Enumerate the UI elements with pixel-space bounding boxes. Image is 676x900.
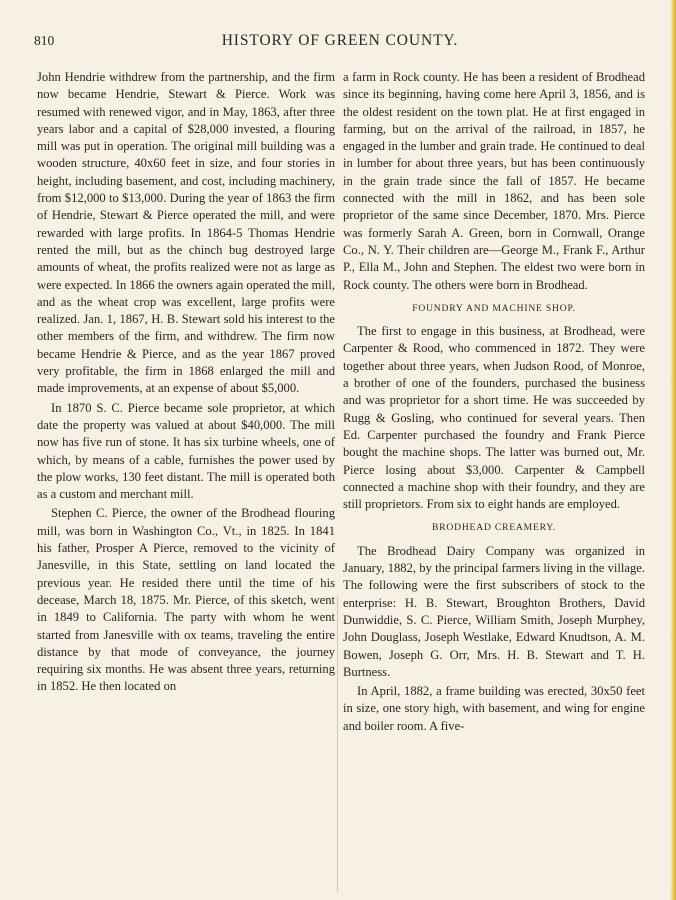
heading-foundry: FOUNDRY AND MACHINE SHOP.	[412, 302, 576, 314]
left-column	[37, 69, 335, 696]
column-rule	[337, 596, 338, 892]
paragraph-creamery-organized: The Brodhead Dairy Company was organized in January, 1882, by the principal farmers living in the village. The following were the first subscribers of stock to the enterprise: H. B. Stewart, Broughton Brothers, David Dunwiddie, S. C. Pierce, William Smith, Joseph Murphey, John Douglass, Joseph Westlake, Edward Knudtson, A. M. Bowen, Joseph G. Orr, Mrs. H. B. Stewart and T. H. Burtness.	[343, 543, 645, 679]
paragraph-pierce-continued: a farm in Rock county. He has been a resident of Brodhead since its beginning, having come here April 3, 1856, and is the oldest resident on the town plat. He at first engaged in farming, but on the arrival of the railroad, in 1857, he engaged in the lumber and grain trade. He continued to deal in lumber for about three years, but has been continuously in the grain trade since the fall of 1857. He became connected with the mill in 1862, and has been sole proprietor of the same since December, 1870. Mrs. Pierce was formerly Sarah A. Green, born in Cornwall, Orange Co., N. Y. Their children are—George M., Frank F., Arthur P., Ella M., John and Stephen. The eldest two were born in Rock county. The others were born in Brodhead.	[343, 70, 645, 292]
paragraph-foundry: The first to engage in this business, at Brodhead, were Carpenter & Rood, who commenced in 1872. They were together about three years, when Judson Rood, of Monroe, a brother of one of the founders, purchased the business and was proprietor for a short time. He was succeeded by Rugg & Gosling, who continued for several years. Then Ed. Carpenter purchased the foundry and Frank Pierce bought the machine shops. The latter was burned out, Mr. Pierce losing about $3,000. Carpenter & Campbell connected a machine shop with their foundry, and they are still proprietors. From six to eight hands are employed.	[343, 324, 645, 512]
heading-creamery: BRODHEAD CREAMERY.	[431, 522, 557, 534]
running-title: HISTORY OF GREEN COUNTY.	[221, 32, 459, 49]
paragraph-mill-history: John Hendrie withdrew from the partnership, and the firm now became Hendrie, Stewart & Pierce. Work was resumed with renewed vigor, and in May, 1863, after three years labor and a capital of $28,000 invested, a flouring mill was put in operation. The original mill building was a wooden structure, 40x60 feet in size, and four stories in height, including basement, and cost, including machinery, from $12,000 to $13,000. During the year of 1863 the firm of Hendrie, Stewart & Pierce operated the mill, and were rewarded with large profits. In 1864-5 Thomas Hendrie rented the mill, but as the chinch bug destroyed large amounts of wheat, the profits realized were not as large as were expected. In 1866 the owners again operated the mill, and as the wheat crop was excellent, large profits were realized. Jan. 1, 1867, H. B. Stewart sold his interest to the other members of the firm, and withdrew. The firm now became Hendrie & Pierce, and as the year 1867 proved very profitable, the firm in 1868 enlarged the mill and made improvements, at an expense of about $5,000.	[37, 70, 335, 396]
paragraph-pierce-biography: Stephen C. Pierce, the owner of the Brodhead flouring mill, was born in Washington Co., Vt., in 1825. In 1841 his father, Prosper A Pierce, removed to the vicinity of Janesville, in this State, settling on land located the previous year. He resided there until the time of his decease, March 18, 1875. Mr. Pierce, of this sketch, went in 1849 to California. The party with whom he went started from Janesville with ox teams, traveling the entire distance by that mode of conveyance, the journey requiring six months. He was absent three years, returning in 1852. He then located on	[37, 506, 335, 694]
page-number: 810	[34, 33, 55, 48]
page-edge-gilding	[670, 0, 676, 900]
page-header	[34, 33, 646, 53]
paragraph-mill-1870: In 1870 S. C. Pierce became sole proprietor, at which date the property was valued at about $40,000. The mill now has five run of stone. It has six turbine wheels, one of which, by means of a cable, furnishes the power used by the plow works, 130 feet distant. The mill is operated both as a custom and merchant mill.	[37, 400, 335, 502]
right-column	[343, 69, 645, 735]
paragraph-creamery-building: In April, 1882, a frame building was erected, 30x50 feet in size, one story high, with basement, and wing for engine and boiler room. A five-	[343, 684, 645, 733]
